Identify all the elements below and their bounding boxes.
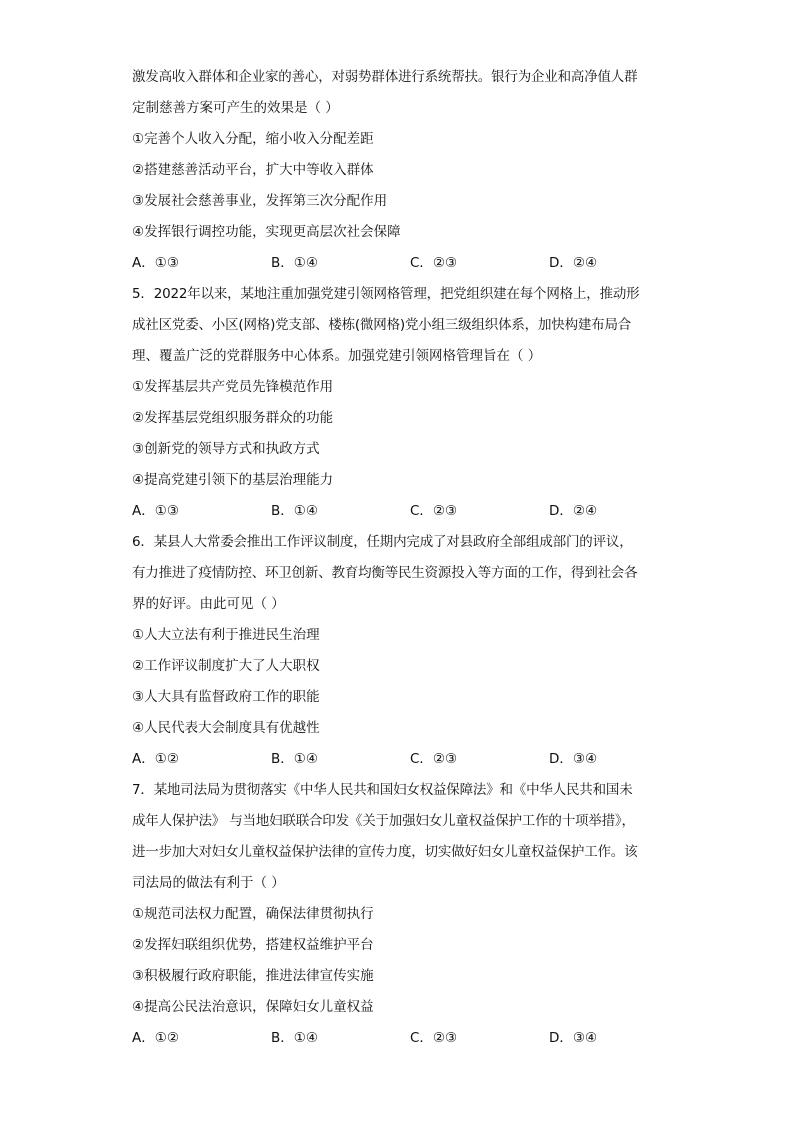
statement-item: ③人大具有监督政府工作的职能 xyxy=(132,689,320,705)
statement-item: ④发挥银行调控功能，实现更高层次社会保障 xyxy=(132,224,401,240)
option-c: C．②③ xyxy=(410,255,458,271)
question-stem-line: 5．2022年以来，某地注重加强党建引领网格管理，把党组织建在每个网格上，推动形 xyxy=(132,286,640,302)
question-stem-line: 成年人保护法》 与当地妇联联合印发《关于加强妇女儿童权益保护工作的十项举措》， xyxy=(132,813,635,829)
question-4 xyxy=(132,62,662,279)
question-stem-line: 进一步加大对妇女儿童权益保护法律的宣传力度，切实做好妇女儿童权益保护工作。该 xyxy=(132,844,638,860)
question-stem-line: 理、覆盖广泛的党群服务中心体系。加强党建引领网格管理旨在（ ） xyxy=(132,348,542,364)
answer-options xyxy=(132,1023,662,1054)
question-6 xyxy=(132,527,662,775)
option-a: A．①③ xyxy=(132,503,179,519)
statement-item: ④提高党建引领下的基层治理能力 xyxy=(132,472,334,488)
question-7 xyxy=(132,775,662,1054)
statement-item: ③积极履行政府职能，推进法律宣传实施 xyxy=(132,968,374,984)
option-a: A．①② xyxy=(132,751,179,767)
statement-item: ②工作评议制度扩大了人大职权 xyxy=(132,658,320,674)
statement-item: ①人大立法有利于推进民生治理 xyxy=(132,627,320,643)
option-b: B．①④ xyxy=(271,503,318,519)
option-b: B．①④ xyxy=(271,751,318,767)
statement-item: ①发挥基层共产党员先锋模范作用 xyxy=(132,379,334,395)
question-stem-line: 司法局的做法有利于（ ） xyxy=(132,875,285,891)
statement-item: ②搭建慈善活动平台，扩大中等收入群体 xyxy=(132,162,374,178)
question-stem-line: 界的好评。由此可见（ ） xyxy=(132,596,285,612)
statement-item: ④提高公民法治意识，保障妇女儿童权益 xyxy=(132,999,374,1015)
question-stem-line: 6．某县人大常委会推出工作评议制度，任期内完成了对县政府全部组成部门的评议， xyxy=(132,534,633,550)
statement-item: ④人民代表大会制度具有优越性 xyxy=(132,720,320,736)
statement-item: ②发挥基层党组织服务群众的功能 xyxy=(132,410,334,426)
question-stem-line: 有力推进了疫情防控、环卫创新、教育均衡等民生资源投入等方面的工作，得到社会各 xyxy=(132,565,638,581)
answer-options xyxy=(132,496,662,527)
statement-item: ③创新党的领导方式和执政方式 xyxy=(132,441,320,457)
statement-item: ①规范司法权力配置，确保法律贯彻执行 xyxy=(132,906,374,922)
option-b: B．①④ xyxy=(271,255,318,271)
statement-item: ②发挥妇联组织优势，搭建权益维护平台 xyxy=(132,937,374,953)
option-a: A．①③ xyxy=(132,255,179,271)
option-d: D．③④ xyxy=(549,1030,598,1046)
statement-item: ①完善个人收入分配，缩小收入分配差距 xyxy=(132,131,374,147)
statement-item: ③发展社会慈善事业，发挥第三次分配作用 xyxy=(132,193,388,209)
option-d: D．②④ xyxy=(549,503,598,519)
option-d: D．②④ xyxy=(549,255,598,271)
option-c: C．②③ xyxy=(410,503,458,519)
question-stem-line: 成社区党委、小区(网格)党支部、楼栋(微网格)党小组三级组织体系，加快构建布局合 xyxy=(132,317,632,333)
option-d: D．③④ xyxy=(549,751,598,767)
option-c: C．②③ xyxy=(410,751,458,767)
question-stem-line: 7．某地司法局为贯彻落实《中华人民共和国妇女权益保障法》和《中华人民共和国未 xyxy=(132,782,633,798)
question-stem-line: 定制慈善方案可产生的效果是（ ） xyxy=(132,100,339,116)
question-5 xyxy=(132,279,662,527)
answer-options xyxy=(132,744,662,775)
option-c: C．②③ xyxy=(410,1030,458,1046)
option-b: B．①④ xyxy=(271,1030,318,1046)
option-a: A．①② xyxy=(132,1030,179,1046)
answer-options xyxy=(132,248,662,279)
question-stem-line: 激发高收入群体和企业家的善心，对弱势群体进行系统帮扶。银行为企业和高净值人群 xyxy=(132,69,638,85)
